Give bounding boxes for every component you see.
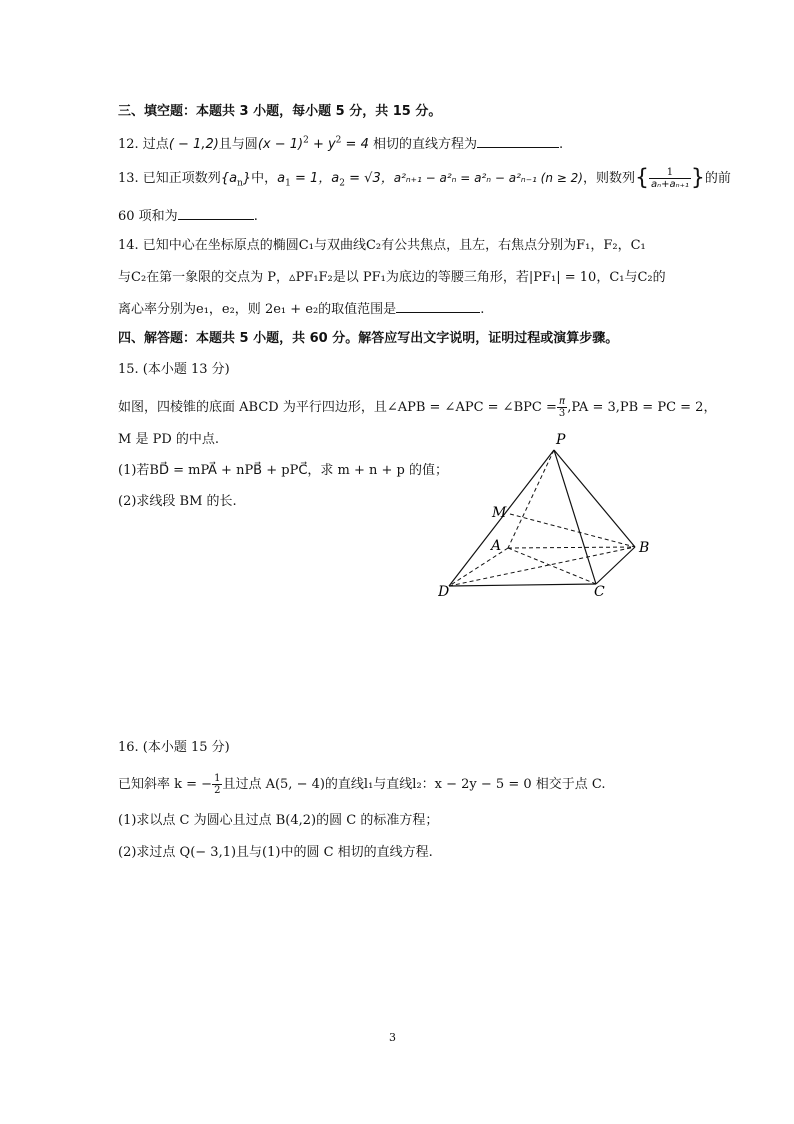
edge-CB — [596, 547, 635, 584]
label-P: P — [556, 432, 566, 448]
question-16-title: 16. (本小题 15 分) — [118, 740, 230, 755]
label-M: M — [492, 505, 507, 521]
section-3-heading: 三、填空题：本题共 3 小题，每小题 5 分，共 15 分。 — [118, 104, 442, 119]
edge-PB — [554, 450, 635, 547]
question-13-line-2: 60 项和为 . — [118, 205, 678, 227]
segment-BM — [510, 514, 635, 547]
question-14-line-2: 与C₂在第一象限的交点为 P，▵PF₁F₂是以 PF₁为底边的等腰三角形，若|PF₁| = 10，C₁与C₂的 — [118, 270, 666, 285]
question-15-part-2: (2)求线段 BM 的长. — [118, 494, 237, 509]
label-A: A — [491, 538, 502, 554]
question-14-line-1: 14. 已知中心在坐标原点的椭圆C₁与双曲线C₂有公共焦点，且左，右焦点分别为F₁，F₂，C₁ — [118, 238, 646, 253]
fraction-pi-over-3: $\frac{\pi}{3}$ — [558, 396, 566, 419]
question-15-line-2: M 是 PD 的中点. — [118, 432, 220, 447]
question-13: 13. 已知正项数列$\{a_n\}$中，$a_1 = 1$，$a_2 = √3$，a²ₙ₊₁ − a²ₙ = a²ₙ − a²ₙ₋₁ (n ≥ 2)，则数列{ $\frac{1}{\text{aₙ+aₙ₊₁}}$ }的前 — [118, 165, 731, 191]
fraction-one-half: $\frac{1}{2}$ — [214, 773, 221, 796]
page-number: 3 — [389, 1031, 396, 1044]
section-4-heading: 四、解答题：本题共 5 小题，共 60 分。解答应写出文字说明，证明过程或演算步骤。 — [118, 331, 619, 346]
label-C: C — [594, 584, 605, 598]
answer-blank-13[interactable] — [178, 205, 254, 220]
question-12: 12. 过点( − 1,2)且与圆$(x - 1)^2 + y^2 = 4$ 相切的直线方程为 . — [118, 133, 678, 155]
label-B: B — [639, 540, 650, 556]
edge-PA — [508, 450, 554, 548]
question-16-line-1: 已知斜率 k = − $\frac{1}{2}$ 且过点 A(5, − 4)的直线l₁与直线l₂：x − 2y − 5 = 0 相交于点 C. — [118, 773, 606, 796]
pyramid-figure — [438, 428, 658, 598]
answer-blank-12[interactable] — [477, 133, 559, 148]
question-16-part-1: (1)求以点 C 为圆心且过点 B(4,2)的圆 C 的标准方程； — [118, 813, 439, 828]
edge-DC — [449, 584, 596, 586]
question-15-part-1: (1)若BD⃗ = mPA⃗ + nPB⃗ + pPC⃗，求 m + n + p 的值； — [118, 463, 449, 478]
edge-PC — [554, 450, 596, 584]
question-14-line-3: 离心率分别为e₁，e₂，则 2e₁ + e₂的取值范围是 . — [118, 298, 678, 320]
edge-AB — [508, 547, 635, 548]
answer-blank-14[interactable] — [396, 298, 480, 313]
segment-BD — [449, 547, 635, 586]
question-15-title: 15. (本小题 13 分) — [118, 362, 230, 377]
edge-AC — [508, 548, 596, 584]
fraction-1-over-sum: $\frac{1}{\text{aₙ+aₙ₊₁}}$ — [650, 167, 689, 190]
question-15-line-1: 如图，四棱锥的底面 ABCD 为平行四边形，且∠APB = ∠APC = ∠BPC = $\frac{\pi}{3}$ ,PA = 3,PB = PC = 2， — [118, 396, 717, 419]
question-16-part-2: (2)求过点 Q(− 3,1)且与(1)中的圆 C 相切的直线方程. — [118, 845, 433, 860]
label-D: D — [438, 584, 450, 598]
